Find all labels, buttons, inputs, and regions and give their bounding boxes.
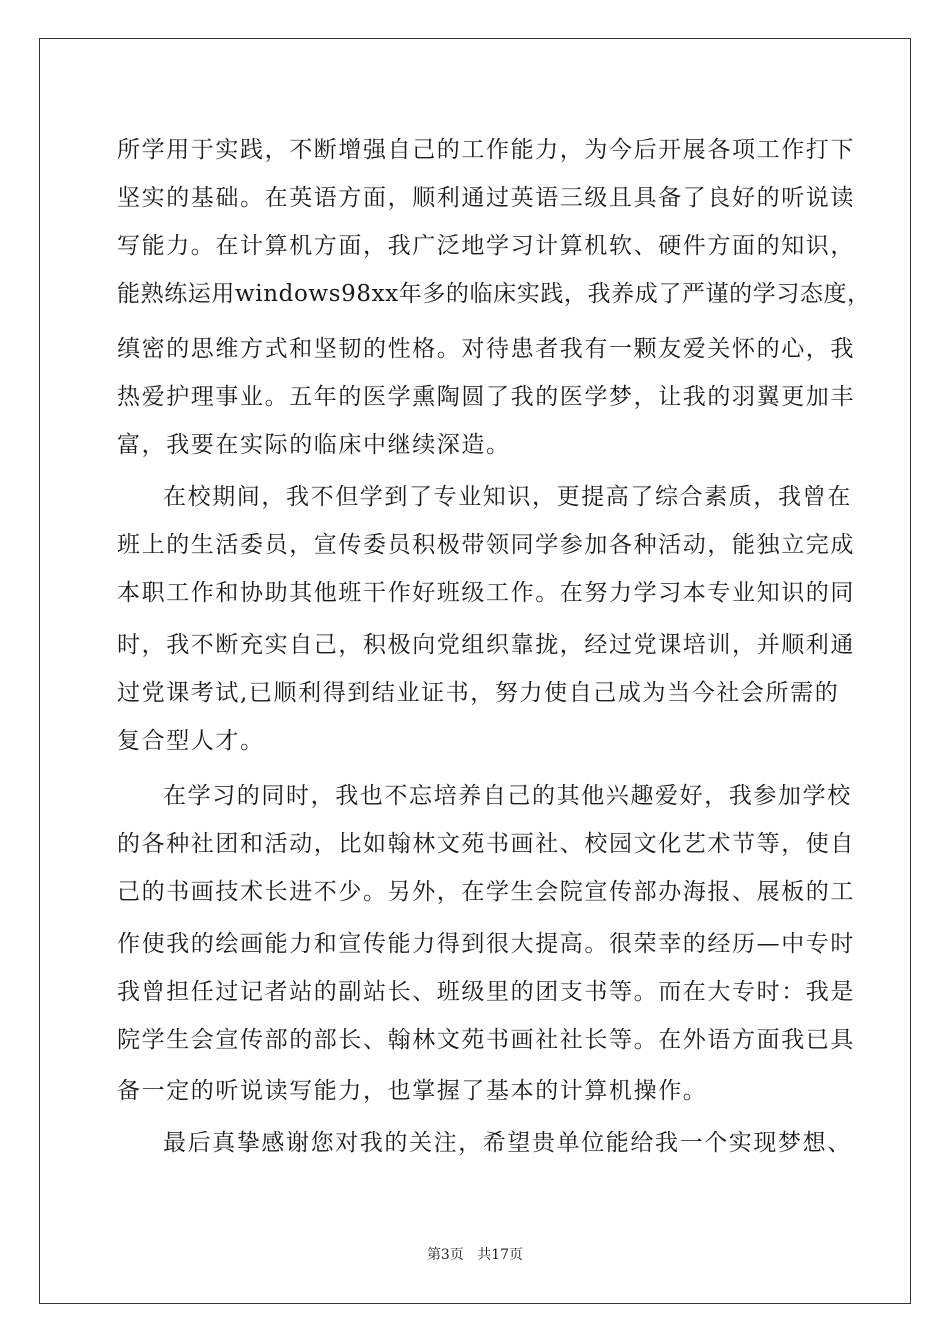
- text-line: 备一定的听说读写能力，也掌握了基本的计算机操作。: [117, 1078, 708, 1104]
- text-line: 我曾担任过记者站的副站长、班级里的团支书等。而在大专时：我是: [117, 979, 855, 1005]
- text-line: 时，我不断充实自己，积极向党组织靠拢，经过党课培训，并顺利通: [117, 632, 855, 658]
- page-total: 共17页: [477, 1247, 524, 1263]
- text-line: 本职工作和协助其他班干作好班级工作。在努力学习本专业知识的同: [117, 580, 855, 606]
- text-line: 能熟练运用windows98xx年多的临床实践，我养成了严谨的学习态度，: [117, 281, 871, 307]
- paragraph-first-line: 在校期间，我不但学到了专业知识，更提高了综合素质，我曾在: [163, 484, 852, 510]
- text-line: 富，我要在实际的临床中继续深造。: [117, 432, 511, 458]
- paragraph-first-line: 在学习的同时，我也不忘培养自己的其他兴趣爱好，我参加学校: [163, 783, 852, 809]
- text-line: 院学生会宣传部的部长、翰林文苑书画社社长等。在外语方面我已具: [117, 1027, 855, 1053]
- text-line: 热爱护理事业。五年的医学熏陶圆了我的医学梦，让我的羽翼更加丰: [117, 384, 855, 410]
- text-line: 己的书画技术长进不少。另外，在学生会院宣传部办海报、展板的工: [117, 879, 855, 905]
- page-number: 第3页: [426, 1247, 464, 1263]
- text-line: 作使我的绘画能力和宣传能力得到很大提高。很荣幸的经历—中专时: [117, 931, 855, 957]
- text-line: 复合型人才。: [117, 728, 265, 754]
- text-line: 坚实的基础。在英语方面，顺利通过英语三级且具备了良好的听说读: [117, 185, 855, 211]
- text-line: 的各种社团和活动，比如翰林文苑书画社、校园文化艺术节等，使自: [117, 831, 855, 857]
- text-line: 过党课考试,已顺利得到结业证书，努力使自己成为当今社会所需的: [117, 680, 840, 706]
- paragraph-first-line: 最后真挚感谢您对我的关注，希望贵单位能给我一个实现梦想、: [163, 1130, 852, 1156]
- text-line: 写能力。在计算机方面，我广泛地学习计算机软、硬件方面的知识，: [117, 233, 855, 259]
- page-footer: [0, 1245, 950, 1265]
- text-line: 班上的生活委员，宣传委员积极带领同学参加各种活动，能独立完成: [117, 532, 855, 558]
- text-line: 所学用于实践，不断增强自己的工作能力，为今后开展各项工作打下: [117, 137, 855, 163]
- text-line: 缜密的思维方式和坚韧的性格。对待患者我有一颗友爱关怀的心，我: [117, 336, 855, 362]
